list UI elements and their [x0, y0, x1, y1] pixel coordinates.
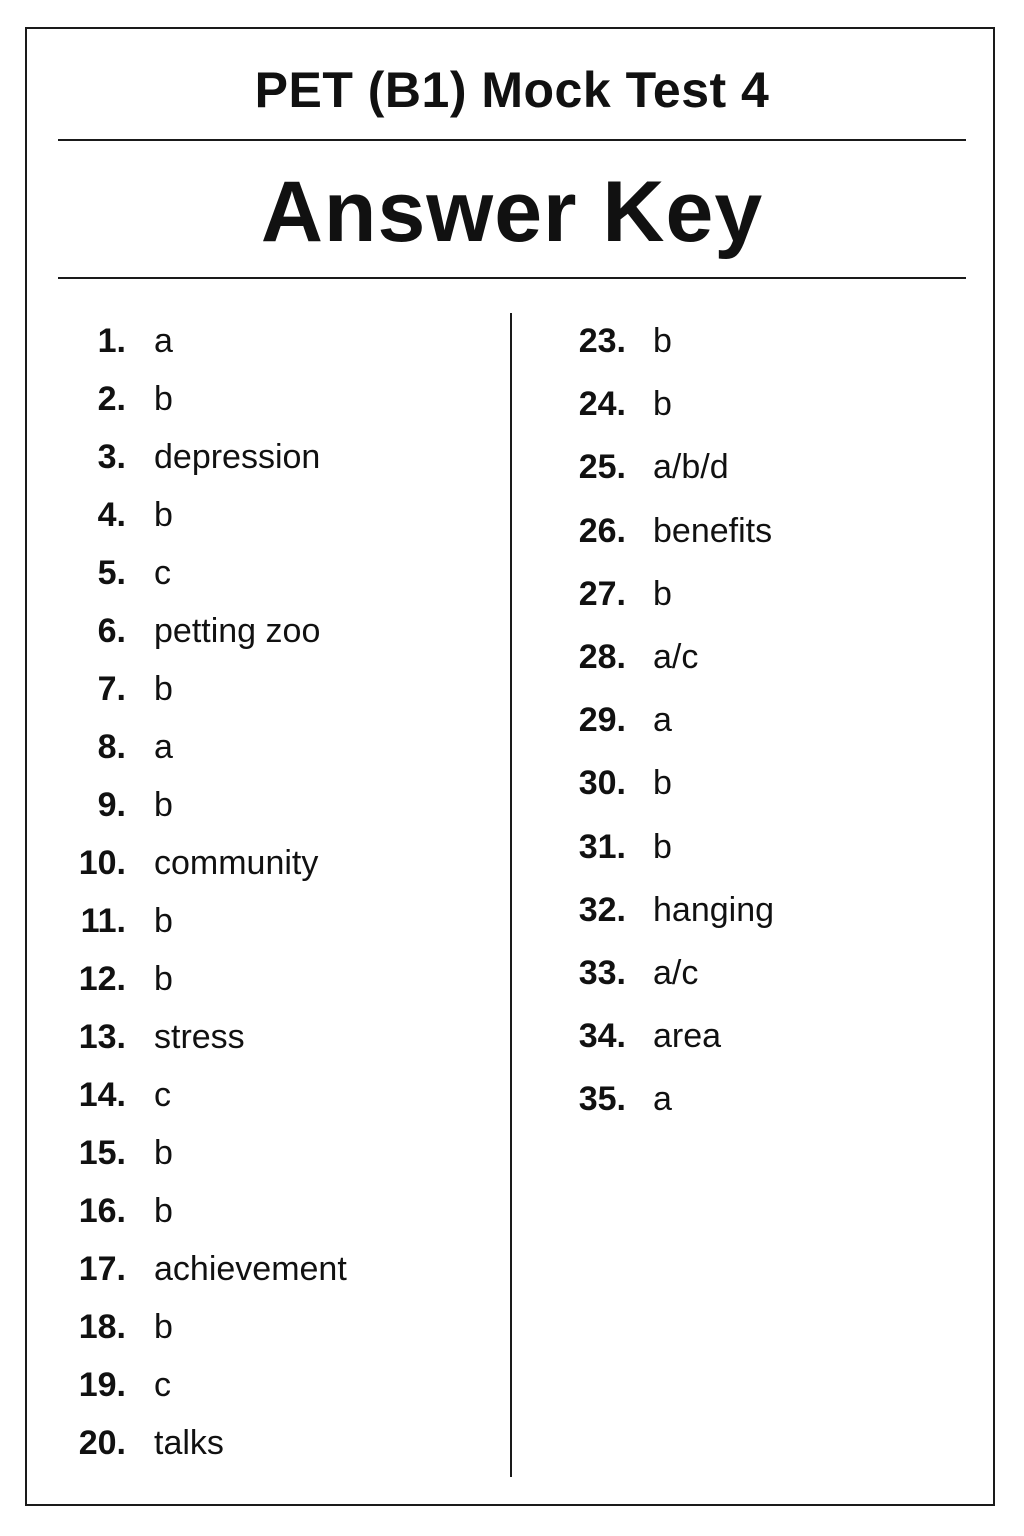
question-number: 33. [578, 953, 626, 992]
answer-text: a/b/d [653, 448, 729, 487]
question-number: 18. [78, 1308, 126, 1346]
question-number: 35. [578, 1080, 626, 1119]
question-number: 1. [97, 322, 126, 360]
answer-row [0, 696, 672, 759]
question-number: 34. [578, 1017, 626, 1056]
answer-text: b [154, 1308, 173, 1346]
answer-text: b [154, 496, 173, 534]
answer-row [0, 1303, 500, 1361]
answer-row [0, 570, 672, 633]
question-number: 10. [78, 844, 126, 882]
question-number: 7. [97, 670, 126, 708]
question-number: 29. [578, 701, 626, 740]
question-number: 20. [78, 1424, 126, 1462]
question-number: 19. [78, 1366, 126, 1404]
answer-text: talks [154, 1424, 224, 1462]
answer-row [0, 633, 699, 696]
answer-text: b [154, 1192, 173, 1230]
answer-row [0, 507, 773, 570]
answer-row [0, 823, 672, 886]
question-number: 23. [578, 322, 626, 360]
question-number: 5. [97, 554, 126, 592]
question-number: 15. [78, 1134, 126, 1172]
answer-row [0, 1075, 672, 1138]
answer-text: stress [154, 1018, 245, 1056]
answer-row [0, 1187, 500, 1245]
answer-text: b [653, 322, 672, 360]
column-divider [510, 313, 512, 1477]
answer-text: a [653, 1080, 672, 1119]
answer-text: c [154, 1366, 171, 1404]
answer-text: b [154, 786, 173, 824]
header-divider-bottom [58, 277, 966, 279]
answer-text: b [653, 764, 672, 803]
question-number: 24. [578, 385, 626, 424]
answer-text: a [653, 701, 672, 740]
answer-row [0, 1419, 500, 1477]
question-number: 25. [578, 448, 626, 487]
answer-text: a [154, 322, 173, 360]
answer-list-right [0, 317, 775, 1138]
question-number: 14. [78, 1076, 126, 1114]
question-number: 27. [578, 574, 626, 613]
answer-text: b [154, 902, 173, 940]
answer-row [0, 317, 672, 380]
question-number: 17. [78, 1250, 126, 1288]
question-number: 3. [97, 438, 126, 476]
answer-row [0, 759, 672, 822]
answer-text: b [653, 827, 672, 866]
answer-row [0, 886, 775, 949]
answer-text: depression [154, 438, 321, 476]
question-number: 11. [80, 902, 126, 940]
answer-text: b [154, 380, 173, 418]
question-number: 4. [97, 496, 126, 534]
question-number: 9. [97, 786, 126, 824]
answer-text: c [154, 554, 171, 592]
question-number: 31. [578, 827, 626, 866]
answer-text: a/c [653, 637, 699, 676]
answer-text: hanging [653, 890, 775, 929]
answer-row [0, 443, 729, 506]
page-title: Answer Key [260, 164, 764, 260]
header-divider-top [58, 139, 966, 141]
question-number: 12. [78, 960, 126, 998]
answer-row [0, 1012, 722, 1075]
answer-text: b [154, 960, 173, 998]
answer-text: b [653, 574, 672, 613]
question-number: 8. [97, 728, 126, 766]
question-number: 13. [78, 1018, 126, 1056]
answer-row [0, 1361, 500, 1419]
test-subtitle: PET (B1) Mock Test 4 [254, 62, 770, 118]
answer-text: b [154, 1134, 173, 1172]
question-number: 30. [578, 764, 626, 803]
answer-row [0, 949, 699, 1012]
answer-text: area [653, 1017, 722, 1056]
answer-text: benefits [653, 511, 773, 550]
answer-row [0, 380, 672, 443]
answer-text: b [653, 385, 672, 424]
answer-text: community [154, 844, 319, 882]
answer-text: a [154, 728, 173, 766]
question-number: 32. [578, 890, 626, 929]
answer-text: achievement [154, 1250, 347, 1288]
question-number: 2. [97, 380, 126, 418]
question-number: 16. [78, 1192, 126, 1230]
answer-text: c [154, 1076, 171, 1114]
question-number: 6. [97, 612, 126, 650]
answer-text: petting zoo [154, 612, 321, 650]
answer-row [0, 1245, 500, 1303]
question-number: 26. [578, 511, 626, 550]
answer-text: b [154, 670, 173, 708]
question-number: 28. [578, 637, 626, 676]
answer-text: a/c [653, 953, 699, 992]
